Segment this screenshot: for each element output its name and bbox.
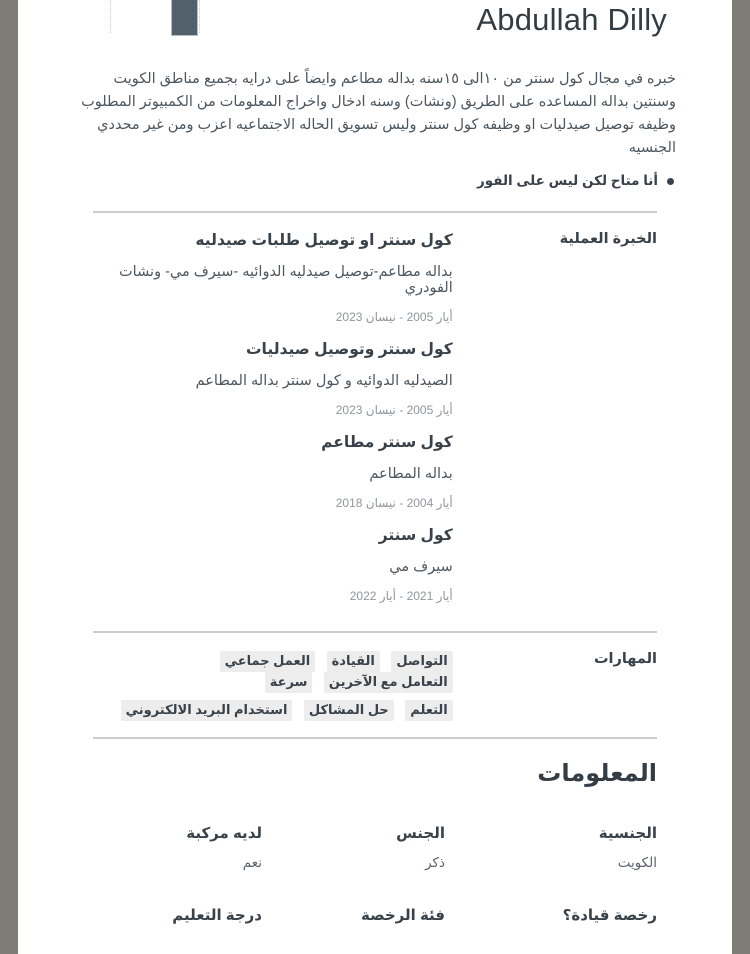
job-company: بداله مطاعم-توصيل صيدليه الدوائيه -سيرف مي- ونشات الفودري <box>119 264 453 296</box>
section-divider <box>93 737 657 739</box>
experience-section-title: الخبرة العملية <box>559 231 657 247</box>
skill-tag: القيادة <box>327 651 380 672</box>
resume-header <box>18 0 732 48</box>
info-value: الكويت <box>617 855 657 870</box>
job-company: بداله المطاعم <box>369 466 453 482</box>
job-dates: أيار 2021 - أيار 2022 <box>349 589 453 603</box>
info-label: الجنس <box>396 825 445 842</box>
info-value <box>469 937 657 954</box>
skill-tag: سرعة <box>265 672 313 693</box>
job-entry <box>93 340 453 417</box>
job-title: كول سنتر <box>378 527 453 544</box>
info-field <box>93 824 281 872</box>
skills-section-title: المهارات <box>593 651 657 667</box>
experience-section <box>93 231 657 603</box>
job-entry <box>93 231 453 324</box>
info-field <box>469 824 657 872</box>
info-label: درجة التعليم <box>172 907 262 924</box>
info-field <box>281 824 469 872</box>
experience-list <box>93 231 505 603</box>
job-company: سيرف مي <box>389 559 453 575</box>
job-company: الصيدليه الدوائيه و كول سنتر بداله المطاعم <box>195 373 453 389</box>
job-entry <box>93 526 453 603</box>
section-divider <box>93 211 657 213</box>
info-value <box>281 937 445 954</box>
summary-text: خبره في مجال كول سنتر من ١٠الى ١٥سنه بداله مطاعم وايضاً على درايه بجميع مناطق الكويت وسنتين بداله المساعده على الطريق (ونشات) وسنه ادخال واخراج المعلومات من الكمبيوتر المطلوب وظيفه توصيل صيدليات او وظيفه كول سنتر وليس تسويق الحاله الاجتماعيه اعزب ومن غير محددي الجنسيه <box>81 71 676 156</box>
availability-note <box>78 173 674 189</box>
job-entry <box>93 433 453 510</box>
info-label: فئة الرخصة <box>360 907 445 924</box>
skills-section <box>93 651 657 721</box>
information-grid-row <box>93 906 657 954</box>
info-field <box>469 906 657 954</box>
availability-text: أنا متاح لكن ليس على الفور <box>477 173 658 188</box>
skill-tag: استخدام البريد الالكتروني <box>121 700 293 721</box>
skills-list <box>93 651 505 721</box>
skills-tags-row <box>93 700 453 721</box>
job-dates: أيار 2004 - نيسان 2018 <box>335 496 453 510</box>
info-value: ذكر <box>425 855 445 870</box>
job-dates: أيار 2005 - نيسان 2023 <box>335 310 453 324</box>
skills-tags-row <box>93 651 453 693</box>
skill-tag: التعامل مع الآخرين <box>324 672 453 693</box>
info-value <box>93 937 262 954</box>
resume-page <box>18 0 732 954</box>
information-section-title: المعلومات <box>537 760 657 787</box>
job-dates: أيار 2005 - نيسان 2023 <box>335 403 453 417</box>
skill-tag: حل المشاكل <box>304 700 394 721</box>
photo-rect-icon <box>171 0 198 36</box>
job-title: كول سنتر مطاعم <box>321 434 453 451</box>
skill-tag: التواصل <box>391 651 452 672</box>
info-label: رخصة قيادة؟ <box>562 907 657 924</box>
info-label: الجنسية <box>598 825 657 842</box>
info-label: لديه مركبة <box>186 825 262 842</box>
skill-tag: التعلم <box>405 700 452 721</box>
info-field <box>93 906 281 954</box>
information-grid-row <box>93 824 657 872</box>
job-title: كول سنتر وتوصيل صيدليات <box>245 341 453 358</box>
bullet-dot-icon <box>667 178 674 185</box>
photo-placeholder <box>110 0 200 33</box>
candidate-name: Abdullah Dilly <box>476 2 667 37</box>
job-title: كول سنتر او توصيل طلبات صيدليه <box>195 232 453 249</box>
info-value: نعم <box>242 855 262 870</box>
skill-tag: العمل جماعي <box>220 651 316 672</box>
info-field <box>281 906 469 954</box>
section-divider <box>93 631 657 633</box>
